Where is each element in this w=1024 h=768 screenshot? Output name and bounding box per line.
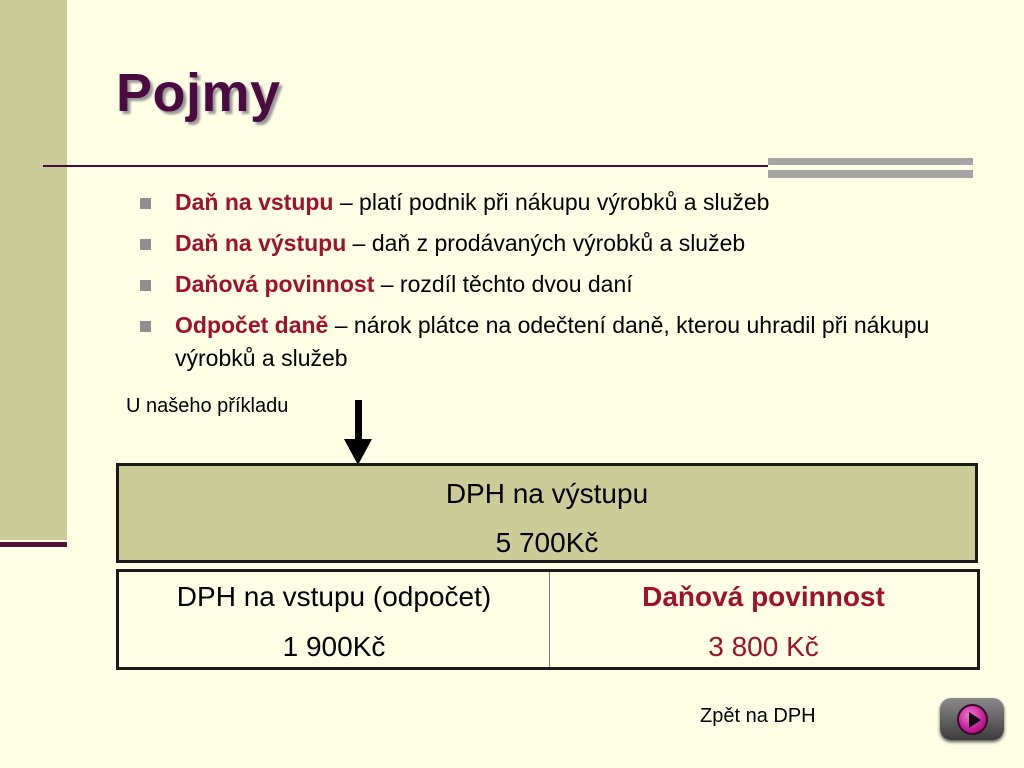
output-tax-value: 5 700Kč <box>495 527 599 558</box>
bullet-term: Daň na vstupu <box>175 189 334 215</box>
bullet-term: Daň na výstupu <box>175 230 347 256</box>
bullet-term: Daňová povinnost <box>175 271 375 297</box>
title-rule <box>43 165 768 167</box>
back-link-label[interactable]: Zpět na DPH <box>700 705 816 727</box>
title-rule-bar <box>768 158 973 165</box>
left-decor-band <box>0 0 67 540</box>
bullet-text: – rozdíl těchto dvou daní <box>374 271 633 297</box>
example-note: U našeho příkladu <box>126 395 289 417</box>
bullet-square-icon <box>140 198 151 209</box>
bullet-item <box>138 186 968 219</box>
title-rule-bar <box>768 170 973 178</box>
bullet-text: – platí podnik při nákupu výrobků a služeb <box>333 189 770 215</box>
down-arrow-head-icon <box>344 439 372 465</box>
bullet-term: Odpočet daně <box>175 312 329 338</box>
left-decor-accent <box>0 542 67 547</box>
bullet-square-icon <box>140 280 151 291</box>
play-circle-icon <box>957 704 988 735</box>
down-arrow-icon <box>355 400 362 440</box>
input-tax-label: DPH na vstupu (odpočet) <box>176 581 492 612</box>
bullet-item <box>138 309 968 375</box>
tax-liability-value: 3 800 Kč <box>708 631 819 662</box>
bullet-item <box>138 227 968 260</box>
input-tax-value: 1 900Kč <box>282 631 386 662</box>
tax-liability-cell <box>550 572 977 667</box>
tax-liability-label: Daňová povinnost <box>642 581 885 612</box>
slide-title: Pojmy <box>116 63 281 123</box>
bullet-square-icon <box>140 239 151 250</box>
tax-breakdown-table <box>116 569 980 670</box>
output-tax-box <box>116 463 978 563</box>
output-tax-label: DPH na výstupu <box>445 478 649 509</box>
bullet-square-icon <box>140 321 151 332</box>
back-to-dph-button[interactable] <box>940 698 1004 740</box>
play-triangle-icon <box>969 712 981 728</box>
input-tax-cell <box>119 572 550 667</box>
bullet-list <box>138 186 968 383</box>
bullet-item <box>138 268 968 301</box>
bullet-text: – daň z prodávaných výrobků a služeb <box>346 230 746 256</box>
bullet-text: – nárok plátce na odečtení daně, kterou uhradil při nákupu výrobků a služeb <box>175 312 930 371</box>
